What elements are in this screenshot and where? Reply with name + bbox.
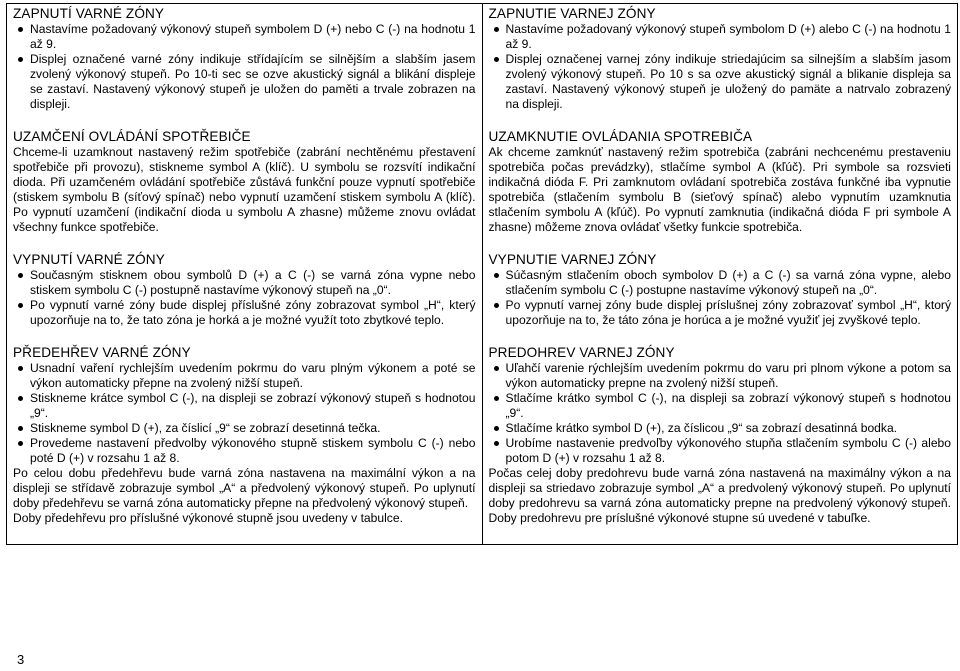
list-item: Provedeme nastavení předvolby výkonového stupně stiskem symbolu C (-) nebo poté D (+) v rozsahu 1 až 8. [30, 436, 476, 465]
list-item: Urobíme nastavenie predvoľby výkonového stupňa stlačením symbolu C (-) alebo potom D (+) v rozsahu 1 až 8. [505, 436, 951, 465]
paragraph: Počas celej doby predohrevu bude varná zóna nastavená na maximálny výkon a na displeji sa striedavo zobrazuje symbol „A“ a predvolený výkonový stupeň. Po uplynutí doby predohrevu sa varná zóna automaticky prepne na predvolený výkonový stupeň. Doby predohrevu pre príslušné výkonové stupne sú uvedené v tabuľke. [488, 466, 951, 525]
bullet-list [489, 268, 952, 328]
list-item: Stiskneme krátce symbol C (-), na displeji se zobrazí výkonový stupeň s hodnotou „9“. [30, 391, 476, 420]
section-zone-off-cz [13, 252, 476, 328]
page-number: 3 [17, 652, 25, 667]
paragraph: Po celou dobu předehřevu bude varná zóna nastavena na maximální výkon a na displeji se střídavě zobrazuje symbol „A“ a předvolený výkonový stupeň. Po uplynutí doby předehřevu se varná zóna automaticky přepne na předvolený výkonový stupeň. [13, 466, 476, 510]
list-item: Po vypnutí varnej zóny bude displej príslušnej zóny zobrazovať symbol „H“, ktorý upozorňuje na to, že táto zóna je horúca a je možné využiť jej zvyškové teplo. [505, 298, 951, 327]
list-item: Stlačíme krátko symbol C (-), na displeji sa zobrazí výkonový stupeň s hodnotou „9“. [505, 391, 951, 420]
section-lock-sk [489, 129, 952, 235]
list-item: Usnadní vaření rychlejším uvedením pokrmu do varu plným výkonem a poté se výkon automaticky přepne na zvolený nižší stupeň. [30, 361, 476, 390]
czech-column [7, 4, 483, 545]
section-title: PŘEDEHŘEV VARNÉ ZÓNY [13, 345, 191, 360]
bullet-list [489, 22, 952, 112]
section-title: ZAPNUTIE VARNEJ ZÓNY [488, 6, 656, 21]
paragraph: Chceme-li uzamknout nastavený režim spotřebiče (zabrání nechtěnému přestavení spotřebiče při provozu), stiskneme symbol A (klíč). U symbolu se rozsvítí indikační dioda. Při uzamčeném ovládání spotřebiče zůstává funkční pouze vypnutí spotřebiče (stiskem symbolu B (síťový spínač) nebo vypnutí uzamčení stiskem symbolu A (klíč). Po vypnutí uzamčení (indikační dioda u symbolu A zhasne) můžeme znovu ovládat všechny funkce spotřebiče. [13, 145, 476, 234]
section-title: VYPNUTÍ VARNÉ ZÓNY [13, 252, 165, 267]
bullet-list [13, 22, 476, 112]
section-title: VYPNUTIE VARNEJ ZÓNY [488, 252, 657, 267]
section-title: PREDOHREV VARNEJ ZÓNY [488, 345, 675, 360]
section-lock-cz [13, 129, 476, 235]
list-item: Stlačíme krátko symbol D (+), za číslicou „9“ sa zobrazí desatinná bodka. [506, 421, 952, 436]
section-zone-off-sk [489, 252, 952, 328]
list-item: Po vypnutí varné zóny bude displej příslušné zóny zobrazovat symbol „H“, který upozorňuje na to, že tato zóna je horká a je možné využít toto zbytkové teplo. [30, 298, 476, 327]
list-item: Uľahčí varenie rýchlejším uvedením pokrmu do varu pri plnom výkone a potom sa výkon automaticky prepne na zvolený nižší stupeň. [505, 361, 951, 390]
section-title: ZAPNUTÍ VARNÉ ZÓNY [13, 6, 165, 21]
slovak-column [482, 4, 958, 545]
section-zone-on-cz [13, 6, 476, 112]
section-preheat-sk [489, 345, 952, 526]
list-item: Nastavíme požadovaný výkonový stupeň symbolom D (+) alebo C (-) na hodnotu 1 až 9. [505, 22, 951, 51]
bilingual-instruction-table [6, 3, 958, 545]
list-item: Displej označené varné zóny indikuje střídajícím se silnějším a slabším jasem zvolený výkonový stupeň. Po 10-ti sec se ozve akustický signál a blikání displeje se zastaví. Nastavený výkonový stupeň je uložen do paměti a trvale zobrazen na displeji. [30, 52, 476, 111]
bullet-list [489, 361, 952, 466]
list-item: Súčasným stlačením oboch symbolov D (+) a C (-) sa varná zóna vypne, alebo stlačením symbolu C (-) postupne nastavíme výkonový stupeň na „0“. [505, 268, 951, 297]
section-title: UZAMKNUTIE OVLÁDANIA SPOTREBIČA [488, 129, 753, 144]
bullet-list [13, 361, 476, 466]
paragraph: Doby předehřevu pro příslušné výkonové stupně jsou uvedeny v tabulce. [13, 511, 403, 525]
list-item: Současným stisknem obou symbolů D (+) a C (-) se varná zóna vypne nebo stiskem symbolu C (-) postupně nastavíme výkonový stupeň na „0“. [30, 268, 476, 297]
section-zone-on-sk [489, 6, 952, 112]
bullet-list [13, 268, 476, 328]
paragraph: Ak chceme zamknúť nastavený režim spotrebiča (zabráni nechcenému prestaveniu spotrebiča počas prevádzky), stlačíme symbol A (kľúč). Pri symbole sa rozsvieti indikačná dióda F. Pri zamknutom ovládaní spotrebiča zostáva funkčné iba vypnutie spotrebiča (stlačením symbolu B (sieťový spínač) alebo vypnutím uzamknutia stlačením symbolu A (kľúč). Po vypnutí zamknutia (indikačná dióda F pri symbole A zhasne) môžeme znova ovládať všetky funkcie spotrebiča. [488, 145, 951, 234]
section-preheat-cz [13, 345, 476, 526]
section-title: UZAMČENÍ OVLÁDÁNÍ SPOTŘEBIČE [13, 129, 251, 144]
list-item: Nastavíme požadovaný výkonový stupeň symbolem D (+) nebo C (-) na hodnotu 1 až 9. [30, 22, 476, 51]
list-item: Stiskneme symbol D (+), za číslicí „9“ se zobrazí desetinná tečka. [30, 421, 476, 436]
list-item: Displej označenej varnej zóny indikuje striedajúcim sa silnejším a slabším jasom zvolený výkonový stupeň. Po 10 s sa ozve akustický signál a blikanie displeja sa zastaví. Nastavený výkonový stupeň je uložený do pamäte a natrvalo zobrazený na displeji. [505, 52, 951, 111]
